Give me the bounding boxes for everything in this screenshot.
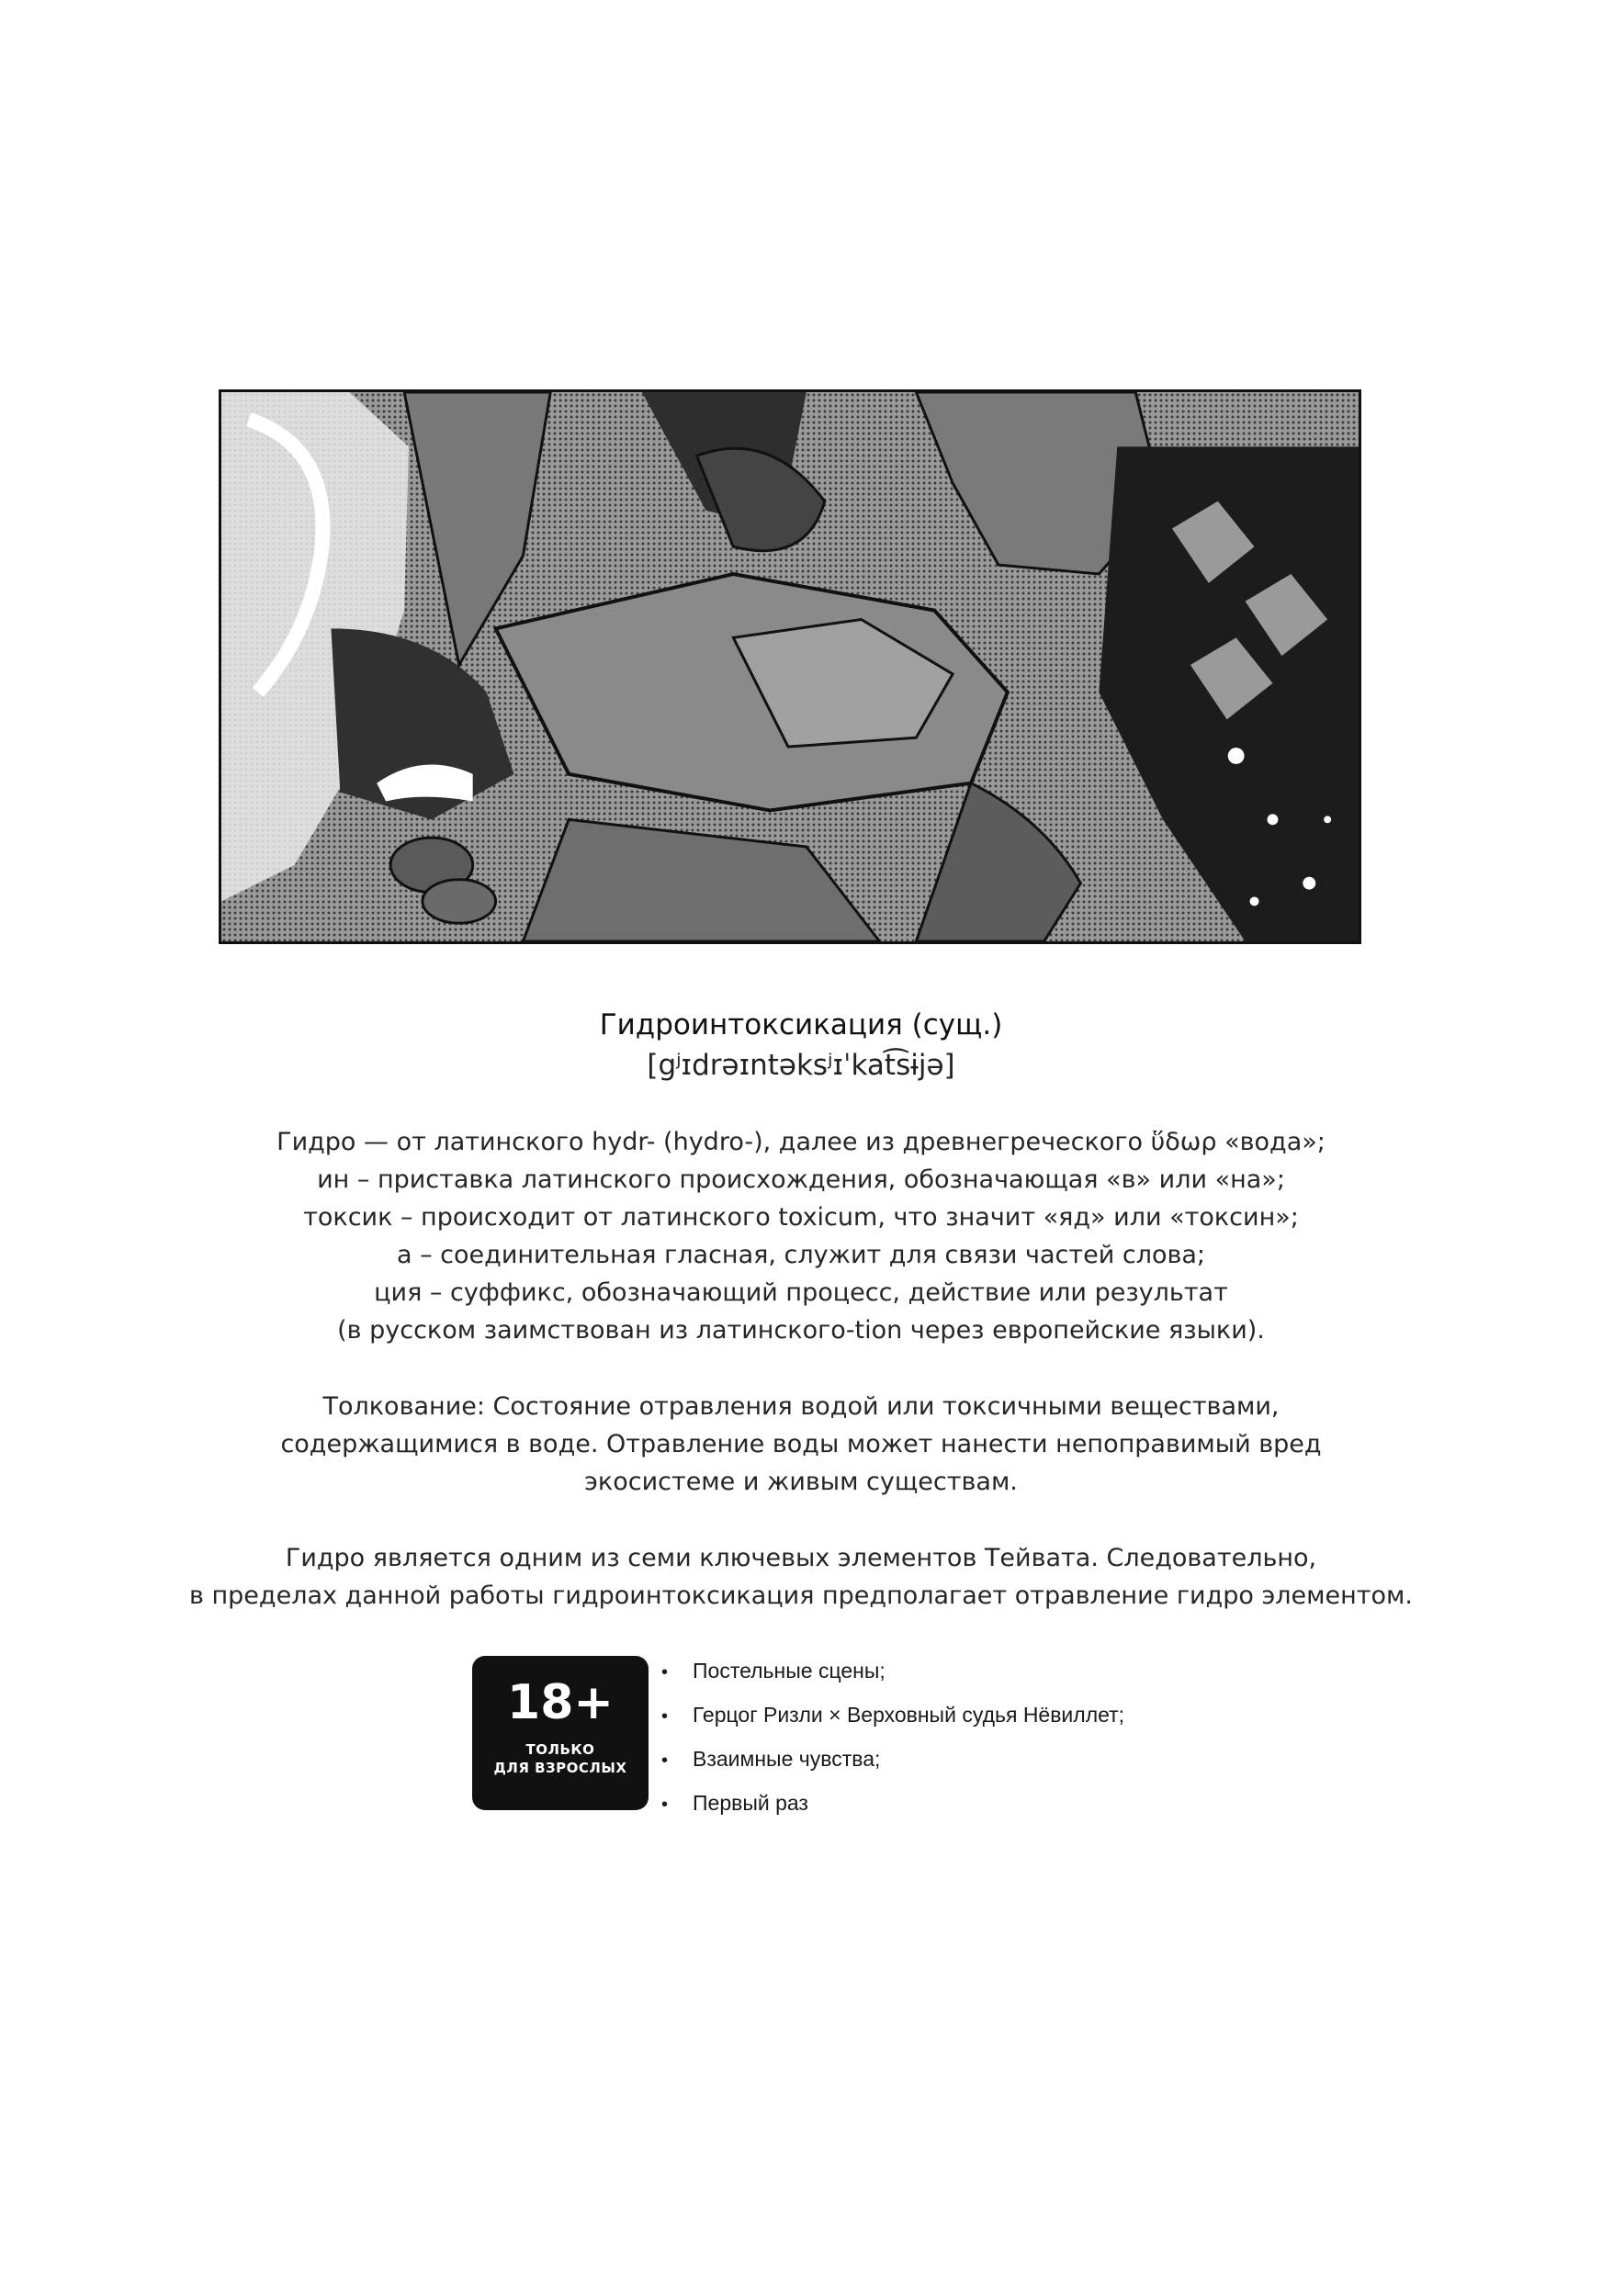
etymology-line: (в русском заимствован из латинского-tion через европейские языки). — [337, 1316, 1265, 1345]
interpretation-line: экосистеме и живым существам. — [584, 1468, 1018, 1496]
adults-only-line-1: ТОЛЬКО — [525, 1741, 595, 1758]
bullet-icon: • — [661, 1750, 669, 1771]
note-line: Гидро является одним из семи ключевых элементов Тейвата. Следовательно, — [285, 1544, 1317, 1572]
content-tags — [661, 1658, 1124, 1834]
illustration-artwork — [221, 392, 1359, 941]
bullet-icon: • — [661, 1662, 669, 1683]
etymology-line: токсик – происходит от латинского toxicum, что значит «яд» или «токсин»; — [303, 1203, 1299, 1232]
etymology-line: Гидро — от латинского hydr- (hydro-), далее из древнегреческого ὕδωρ «вода»; — [276, 1128, 1326, 1156]
tag-label: Постельные сцены; — [693, 1659, 886, 1683]
etymology-line: а – соединительная гласная, служит для связи частей слова; — [396, 1241, 1206, 1269]
tag-item — [661, 1702, 1124, 1728]
term-title: Гидроинтоксикация (сущ.) — [599, 1008, 1003, 1041]
interpretation-line: Толкование: Состояние отравления водой или токсичными веществами, — [322, 1392, 1280, 1421]
bullet-icon: • — [661, 1706, 669, 1727]
tag-item — [661, 1746, 1124, 1772]
tag-item — [661, 1790, 1124, 1816]
note-line: в пределах данной работы гидроинтоксикация предполагает отравление гидро элементом. — [189, 1581, 1413, 1610]
tag-label: Герцог Ризли × Верховный судья Нёвиллет; — [693, 1703, 1125, 1727]
definition-section — [0, 1006, 1602, 1615]
note-block — [0, 1539, 1602, 1615]
content-warning — [472, 1656, 1207, 1821]
etymology-line: ин – приставка латинского происхождения, обозначающая «в» или «на»; — [317, 1165, 1285, 1194]
interpretation-line: содержащимися в воде. Отравление воды может нанести непоправимый вред — [280, 1430, 1322, 1458]
tag-label: Взаимные чувства; — [693, 1747, 881, 1771]
adults-only-line-2: ДЛЯ ВЗРОСЛЫХ — [493, 1760, 627, 1776]
age-rating-badge — [472, 1656, 649, 1810]
bullet-icon: • — [661, 1795, 669, 1815]
etymology-block — [0, 1123, 1602, 1349]
tag-item — [661, 1658, 1124, 1683]
age-rating: 18+ — [507, 1675, 614, 1730]
tag-label: Первый раз — [693, 1791, 808, 1815]
etymology-line: ция – суффикс, обозначающий процесс, действие или результат — [374, 1278, 1228, 1307]
interpretation-block — [0, 1388, 1602, 1501]
term-transcription: [gʲɪdrəɪntəksʲɪˈkat͡sɨjə] — [647, 1049, 955, 1082]
manga-illustration-panel — [219, 389, 1361, 944]
